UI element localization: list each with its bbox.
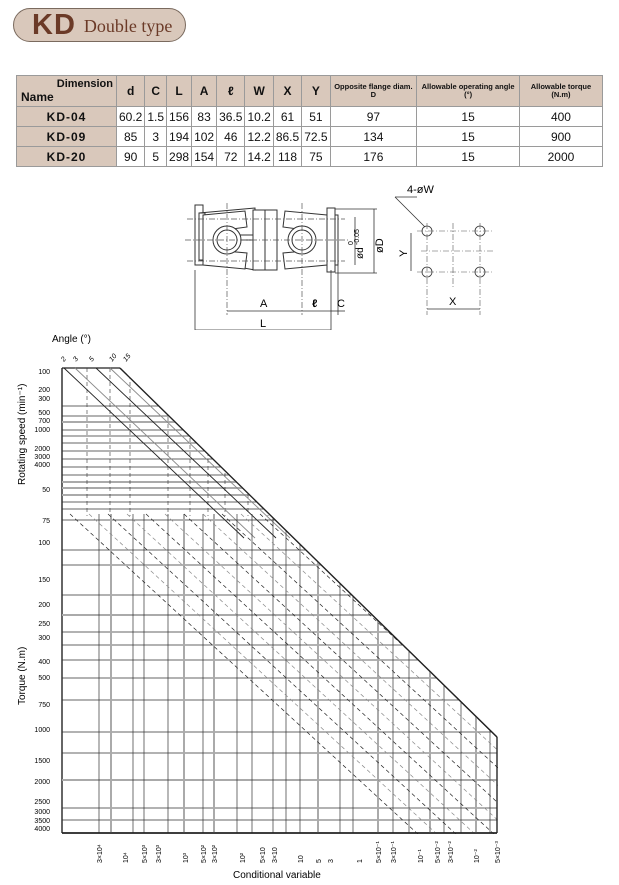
dim-d-inner-label: ød [355, 247, 366, 259]
product-code: KD [32, 8, 76, 41]
table-cell: 12.2 [245, 127, 273, 147]
torque-tick: 300 [38, 635, 50, 642]
x-tick: 3×10 [272, 847, 279, 863]
table-cell: 83 [192, 107, 217, 127]
x-tick: 5×10³ [142, 844, 149, 863]
torque-tick: 75 [42, 518, 50, 525]
technical-drawing [185, 175, 515, 340]
table-row [17, 147, 603, 167]
x-tick: 3×10⁻¹ [391, 841, 398, 863]
torque-axis-label: Torque (N.m) [17, 646, 28, 705]
col-y: Y [302, 76, 330, 107]
table-cell: 46 [217, 127, 245, 147]
torque-tick: 2000 [34, 779, 50, 786]
table-cell: 86.5 [273, 127, 301, 147]
life-nomogram-chart [0, 330, 619, 885]
table-cell: 72 [217, 147, 245, 167]
angle-tick: 3 [72, 355, 81, 364]
x-tick: 5×10⁻³ [495, 841, 502, 863]
table-cell: 15 [417, 147, 520, 167]
torque-tick: 3000 [34, 809, 50, 816]
torque-tick: 1000 [34, 727, 50, 734]
x-tick: 1 [357, 859, 364, 863]
col-c: C [145, 76, 167, 107]
speed-tick: 4000 [34, 462, 50, 469]
svg-text:-0.05: -0.05 [354, 229, 361, 245]
x-tick: 3 [328, 859, 335, 863]
table-cell: 176 [330, 147, 417, 167]
speed-tick: 200 [38, 387, 50, 394]
dim-c-label: C [337, 298, 345, 310]
col-w: W [245, 76, 273, 107]
table-cell: 72.5 [302, 127, 330, 147]
dim-a-label: A [260, 298, 268, 310]
dim-x-label: X [449, 296, 457, 308]
table-cell: 5 [145, 147, 167, 167]
dim-d-outer-label: øD [374, 238, 386, 253]
table-cell: 85 [117, 127, 145, 147]
angle-axis-label: Angle (°) [52, 334, 92, 345]
table-cell: 194 [167, 127, 192, 147]
table-cell: 15 [417, 127, 520, 147]
col-d: d [117, 76, 145, 107]
torque-tick: 1500 [34, 758, 50, 765]
torque-tick: 400 [38, 659, 50, 666]
x-tick: 10 [298, 855, 305, 863]
x-tick: 3×10² [212, 844, 219, 863]
holes-label: 4-øW [407, 184, 434, 196]
col-torque: Allowable torque (N.m) [519, 76, 602, 107]
product-subtitle: Double type [83, 16, 173, 36]
table-cell: 97 [330, 107, 417, 127]
dimension-table [16, 75, 603, 167]
torque-tick: 200 [38, 602, 50, 609]
col-a: A [192, 76, 217, 107]
row-name: KD-04 [17, 107, 117, 127]
torque-tick: 100 [38, 540, 50, 547]
speed-tick: 700 [38, 418, 50, 425]
col-l: L [167, 76, 192, 107]
table-cell: 400 [519, 107, 602, 127]
x-axis-label: Conditional variable [233, 870, 321, 881]
x-tick: 10⁻¹ [418, 849, 425, 863]
torque-tick: 500 [38, 675, 50, 682]
x-tick: 10³ [183, 852, 190, 863]
table-cell: 36.5 [217, 107, 245, 127]
angle-tick: 2 [60, 355, 69, 364]
row-name: KD-20 [17, 147, 117, 167]
table-cell: 2000 [519, 147, 602, 167]
table-cell: 102 [192, 127, 217, 147]
corner-header: Dimension Name [17, 76, 117, 107]
table-cell: 118 [273, 147, 301, 167]
speed-tick: 2000 [34, 446, 50, 453]
col-angle: Allowable operating angle (°) [417, 76, 520, 107]
x-tick: 10⁴ [123, 852, 130, 863]
x-tick: 5×10² [201, 844, 208, 863]
x-tick: 10⁻² [474, 849, 481, 863]
angle-tick: 15 [122, 352, 133, 364]
torque-tick: 150 [38, 577, 50, 584]
x-tick: 5×10⁻² [435, 841, 442, 863]
torque-tick: 750 [38, 702, 50, 709]
speed-tick: 3000 [34, 454, 50, 461]
row-name: KD-09 [17, 127, 117, 147]
table-row [17, 127, 603, 147]
table-cell: 90 [117, 147, 145, 167]
table-cell: 15 [417, 107, 520, 127]
x-tick: 5 [316, 859, 323, 863]
title-badge [13, 8, 186, 42]
torque-tick: 250 [38, 621, 50, 628]
x-tick: 10² [240, 852, 247, 863]
dim-ell-label: ℓ [312, 298, 318, 310]
col-flange-diam: Opposite flange diam. D [330, 76, 417, 107]
dim-l-label: L [260, 318, 267, 330]
svg-text:0: 0 [348, 241, 355, 245]
col-ell: ℓ [217, 76, 245, 107]
x-tick: 3×10³ [156, 844, 163, 863]
table-cell: 75 [302, 147, 330, 167]
speed-tick: 100 [38, 369, 50, 376]
col-x: X [273, 76, 301, 107]
speed-tick: 300 [38, 396, 50, 403]
dim-y-label: Y [398, 249, 410, 257]
table-cell: 900 [519, 127, 602, 147]
table-cell: 60.2 [117, 107, 145, 127]
table-cell: 154 [192, 147, 217, 167]
speed-tick: 500 [38, 410, 50, 417]
torque-tick: 50 [42, 487, 50, 494]
table-cell: 51 [302, 107, 330, 127]
torque-tick: 2500 [34, 799, 50, 806]
speed-axis-label: Rotating speed (min⁻¹) [17, 383, 28, 485]
angle-tick: 5 [88, 355, 97, 364]
table-row [17, 107, 603, 127]
table-cell: 156 [167, 107, 192, 127]
table-cell: 1.5 [145, 107, 167, 127]
angle-tick: 10 [108, 352, 119, 364]
x-tick: 3×10⁻² [448, 841, 455, 863]
speed-tick: 1000 [34, 427, 50, 434]
table-cell: 134 [330, 127, 417, 147]
table-cell: 298 [167, 147, 192, 167]
table-cell: 10.2 [245, 107, 273, 127]
x-tick: 5×10 [260, 847, 267, 863]
table-cell: 61 [273, 107, 301, 127]
table-cell: 14.2 [245, 147, 273, 167]
x-tick: 3×10⁴ [97, 844, 104, 863]
x-tick: 5×10⁻¹ [376, 841, 383, 863]
table-cell: 3 [145, 127, 167, 147]
torque-tick: 4000 [34, 826, 50, 833]
torque-tick: 3500 [34, 818, 50, 825]
